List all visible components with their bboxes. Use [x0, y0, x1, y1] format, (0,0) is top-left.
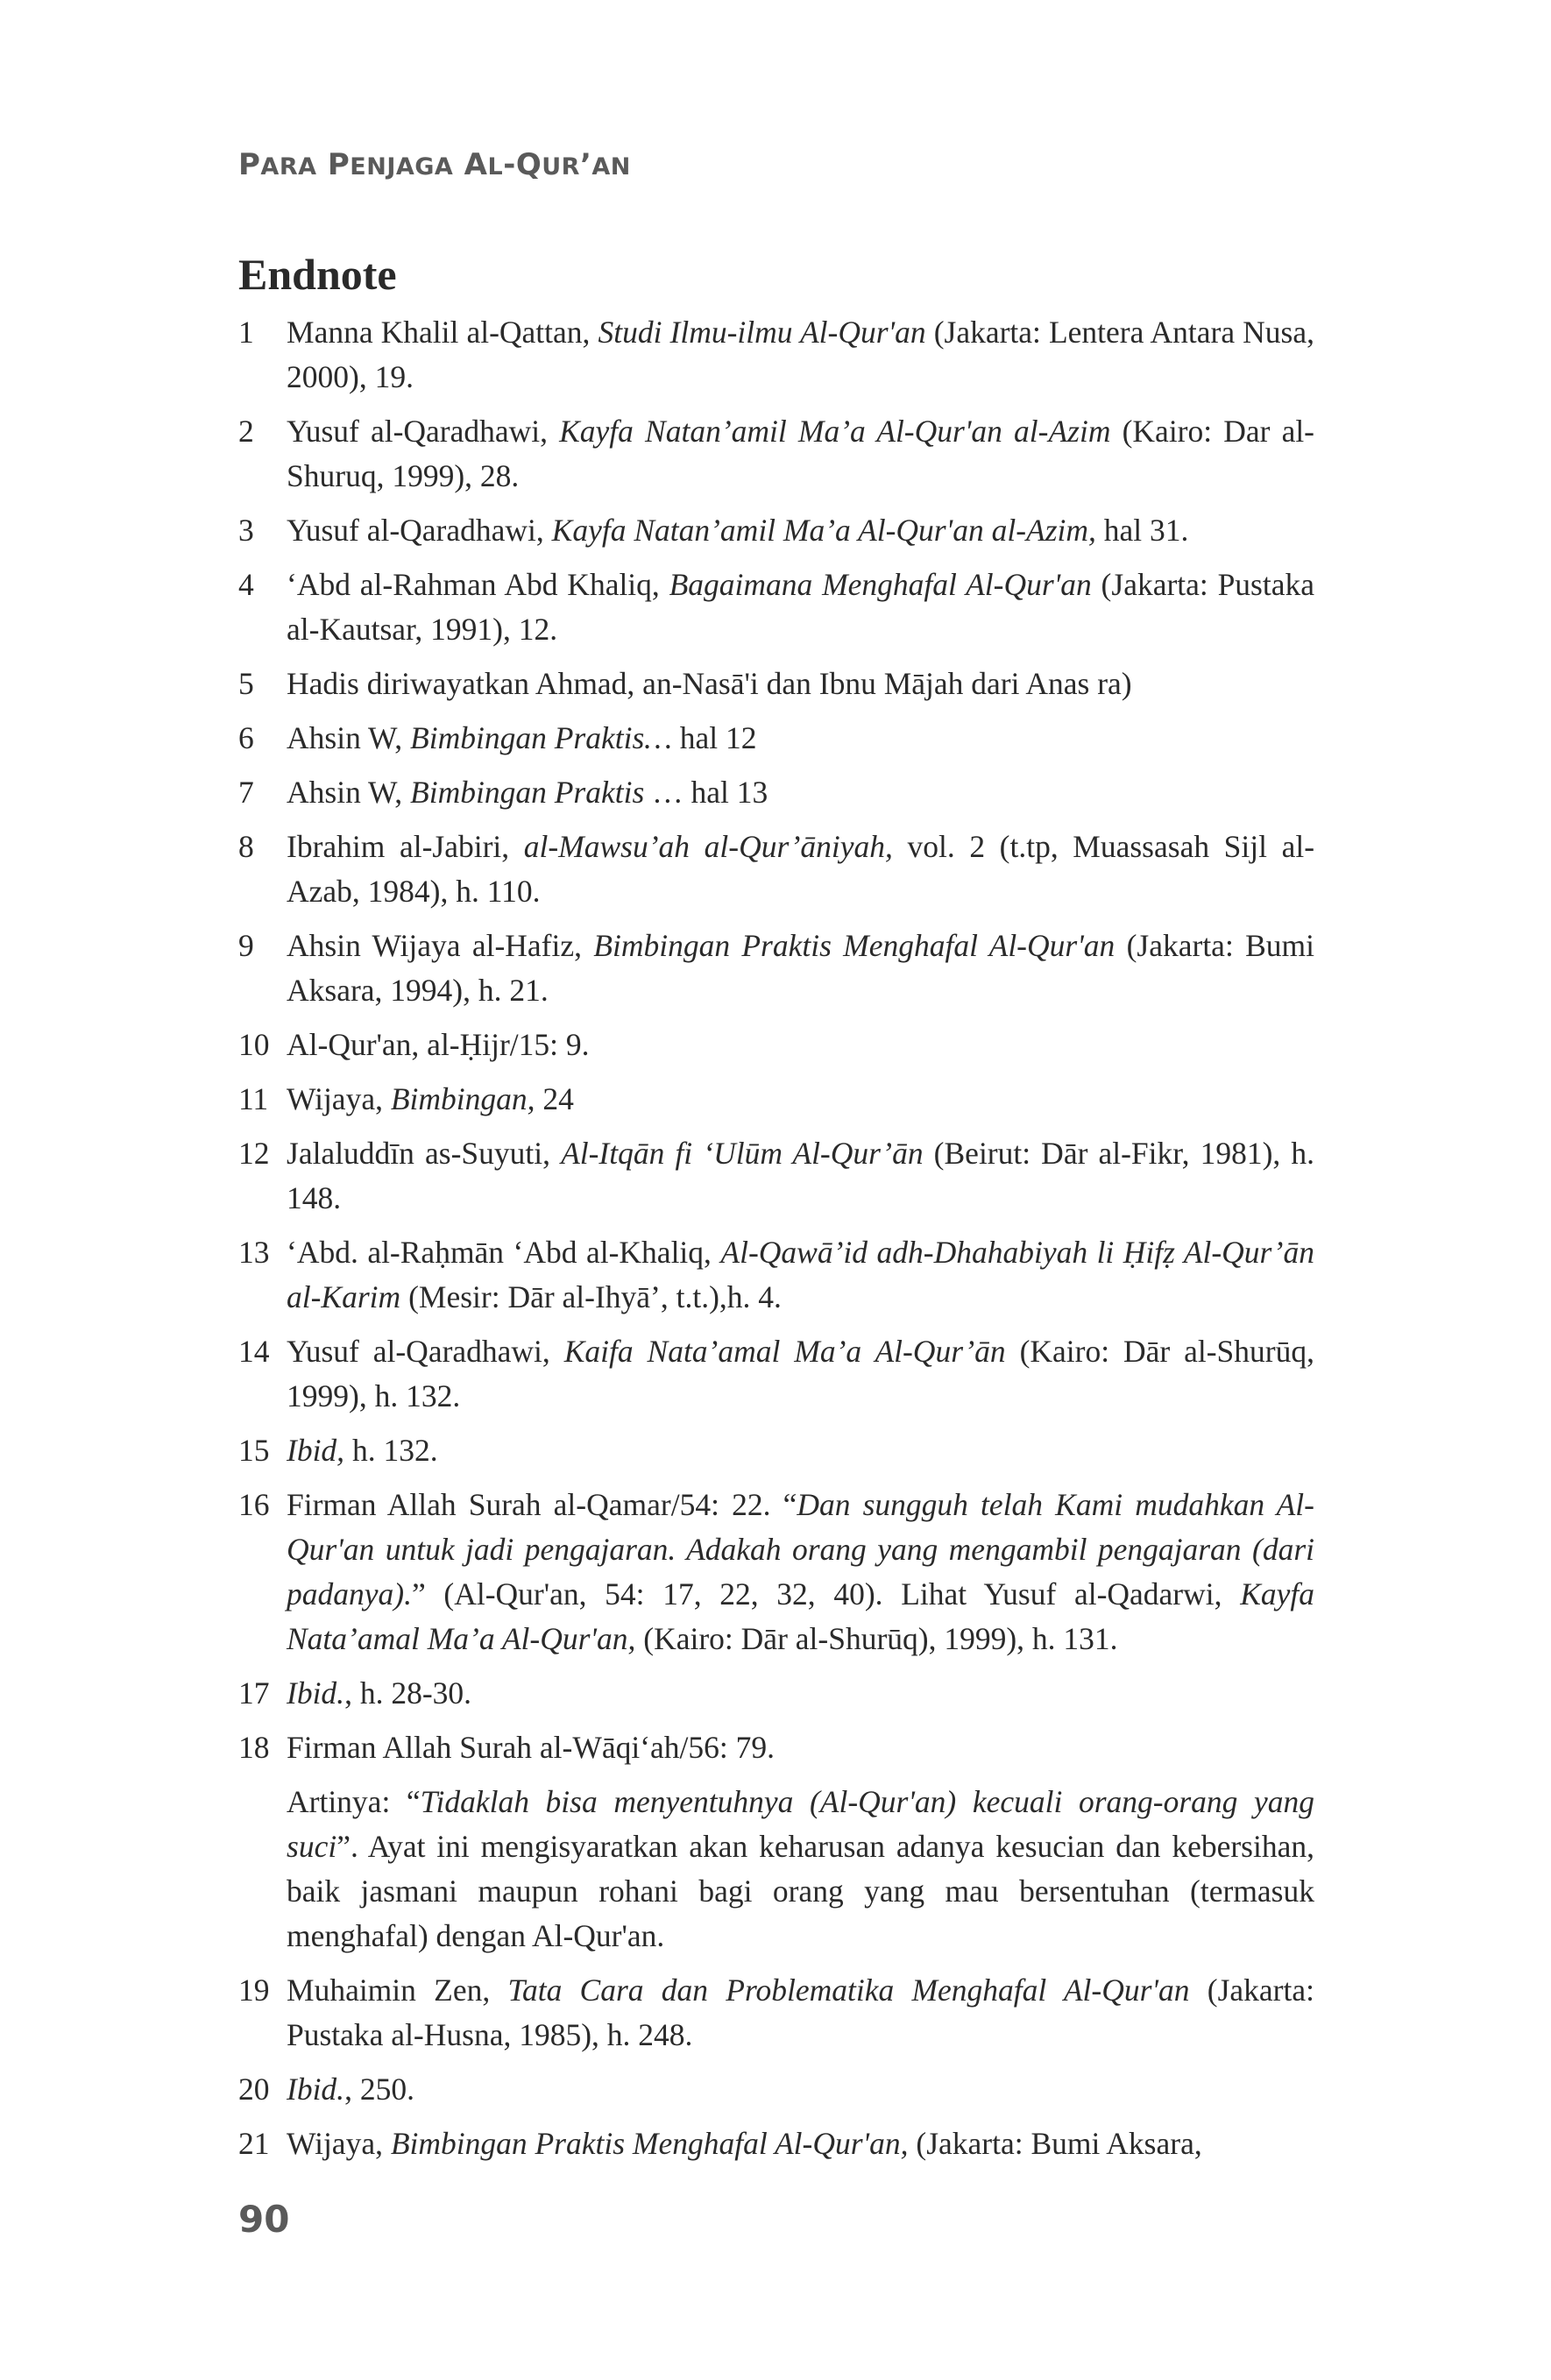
- note-italic-text: Kaifa Nata’amal Ma’a Al-Qur’ān: [563, 1334, 1006, 1369]
- header-title-part: P: [316, 147, 351, 182]
- endnote-item: [238, 409, 1314, 499]
- note-text: … hal 13: [644, 775, 768, 810]
- page-number: 90: [238, 2198, 290, 2241]
- endnote-number: 15: [238, 1433, 270, 1468]
- endnote-item: [238, 563, 1314, 652]
- note-italic-text: Ibid.: [287, 1675, 345, 1711]
- header-title-part: P: [238, 147, 261, 182]
- header-title-part: UR: [542, 153, 580, 181]
- endnote-text: [287, 2067, 1314, 2112]
- endnote-number: 3: [238, 513, 254, 548]
- endnote-number: 17: [238, 1675, 270, 1711]
- endnote-item: [238, 1023, 1314, 1067]
- endnote-item: [238, 770, 1314, 815]
- note-italic-text: Bimbingan,: [390, 1081, 535, 1116]
- note-text: Wijaya,: [287, 1081, 391, 1116]
- endnote-number: 7: [238, 775, 254, 810]
- endnote-number: 9: [238, 928, 254, 963]
- note-text: Ahsin Wijaya al-Hafiz,: [287, 928, 594, 963]
- note-text: (Beirut: Dār al-Fikr, 1981), h. 148.: [287, 1136, 1315, 1215]
- note-italic-text: Bimbingan Praktis Menghafal Al-Qur'an,: [390, 2126, 909, 2161]
- endnote-text: [287, 563, 1314, 652]
- section-title: Endnote: [238, 250, 397, 299]
- note-italic-text: Al-Itqān fi ‘Ulūm Al-Qur’ān: [561, 1136, 924, 1171]
- endnote-item: [238, 2067, 1314, 2112]
- header-title-part: L: [487, 153, 504, 181]
- note-text: Wijaya,: [287, 2126, 391, 2161]
- note-text: (Jakarta: Lentera Antara Nusa, 2000), 19.: [287, 315, 1314, 394]
- endnote-item: [238, 716, 1314, 761]
- note-text: (Jakarta: Pustaka al-Husna, 1985), h. 248.: [287, 1973, 1314, 2052]
- header-title-part: ’: [579, 147, 592, 182]
- note-text: Al-Qur'an, al-Ḥijr/15: 9.: [287, 1027, 590, 1062]
- endnote-text: [287, 1968, 1314, 2058]
- endnote-text: [287, 1725, 1314, 1959]
- note-text: hal 31.: [1095, 513, 1189, 548]
- endnote-text: [287, 1329, 1314, 1419]
- note-italic-text: Ibid,: [287, 1433, 345, 1468]
- endnote-text: [287, 825, 1314, 914]
- endnote-number: 16: [238, 1487, 270, 1522]
- note-italic-text: Kayfa Nata’amal Ma’a Al-Qur'an,: [287, 1576, 1314, 1656]
- note-text: (Jakarta: Bumi Aksara,: [908, 2126, 1202, 2161]
- endnote-number: 4: [238, 567, 254, 602]
- endnote-text: [287, 409, 1314, 499]
- note-text: 24: [535, 1081, 574, 1116]
- endnote-text: [287, 924, 1314, 1013]
- note-text: (Kairo: Dar al-Shuruq, 1999), 28.: [287, 414, 1315, 493]
- endnote-text: [287, 508, 1314, 553]
- header-title-part: ARA: [260, 153, 317, 181]
- note-italic-text: Ibid.: [287, 2072, 345, 2107]
- endnote-text: [287, 310, 1314, 400]
- note-text: Ahsin W,: [287, 775, 411, 810]
- note-text: ‘Abd al-Rahman Abd Khaliq,: [287, 567, 669, 602]
- note-text: (Mesir: Dār al-Ihyā’, t.t.),h. 4.: [400, 1279, 782, 1314]
- endnote-item: [238, 508, 1314, 553]
- endnote-text: [287, 770, 1314, 815]
- endnote-item: [238, 310, 1314, 400]
- note-text: Jalaluddīn as-Suyuti,: [287, 1136, 562, 1171]
- endnote-item: [238, 1725, 1314, 1959]
- note-text: , h. 28-30.: [344, 1675, 472, 1711]
- note-text: Manna Khalil al-Qattan,: [287, 315, 598, 350]
- endnote-number: 8: [238, 829, 254, 864]
- endnote-item: [238, 1968, 1314, 2058]
- note-text: ”. Ayat ini mengisyaratkan akan keharusan adanya kesucian dan kebersihan, baik jasmani maupun rohani bagi orang yang mau bersentuhan (termasuk menghafal) dengan Al-Qur'an.: [287, 1829, 1314, 1953]
- note-text: vol. 2 (t.tp, Muassasah Sijl al-Azab, 1984), h. 110.: [287, 829, 1315, 909]
- note-text: Hadis diriwayatkan Ahmad, an-Nasā'i dan Ibnu Mājah dari Anas ra): [287, 666, 1132, 701]
- endnote-item: [238, 1077, 1314, 1122]
- note-italic-text: Bimbingan Praktis: [410, 775, 645, 810]
- endnote-text: [287, 1671, 1314, 1716]
- header-title-part: -Q: [503, 147, 542, 182]
- endnote-text: [287, 1428, 1314, 1473]
- endnote-number: 6: [238, 720, 254, 755]
- note-text: Ahsin W,: [287, 720, 411, 755]
- note-text: Ibrahim al-Jabiri,: [287, 829, 524, 864]
- endnote-number: 21: [238, 2126, 270, 2161]
- note-italic-text: Kayfa Natan’amil Ma’a Al-Qur'an al-Azim,: [551, 513, 1096, 548]
- endnote-extra-paragraph: [287, 1780, 1314, 1959]
- endnote-item: [238, 1428, 1314, 1473]
- note-italic-text: Tata Cara dan Problematika Menghafal Al-Qur'an: [507, 1973, 1190, 2008]
- endnote-number: 11: [238, 1081, 269, 1116]
- note-text: ‘Abd. al-Raḥmān ‘Abd al-Khaliq,: [287, 1235, 721, 1270]
- endnote-number: 1: [238, 315, 254, 350]
- endnote-number: 20: [238, 2072, 270, 2107]
- note-italic-text: Bimbingan Praktis Menghafal Al-Qur'an: [593, 928, 1115, 963]
- note-text: h. 132.: [344, 1433, 438, 1468]
- note-italic-text: Bimbingan Praktis…: [410, 720, 672, 755]
- note-italic-text: Kayfa Natan’amil Ma’a Al-Qur'an al-Azim: [559, 414, 1111, 449]
- note-text: (Kairo: Dār al-Shurūq), 1999), h. 131.: [635, 1621, 1118, 1656]
- endnote-item: [238, 1230, 1314, 1320]
- endnote-number: 10: [238, 1027, 270, 1062]
- note-text: Yusuf al-Qaradhawi,: [287, 513, 552, 548]
- endnote-number: 2: [238, 414, 254, 449]
- endnote-text: [287, 716, 1314, 761]
- note-text: (Jakarta: Bumi Aksara, 1994), h. 21.: [287, 928, 1314, 1008]
- running-header: [238, 147, 631, 182]
- endnote-text: [287, 1077, 1314, 1122]
- note-italic-text: Dan sungguh telah Kami mudahkan Al-Qur'an untuk jadi pengajaran. Adakah orang yang mengambil pengajaran (dari padanya).: [287, 1487, 1314, 1611]
- note-text: Artinya: “: [287, 1784, 421, 1819]
- endnote-item: [238, 1329, 1314, 1419]
- endnote-item: [238, 1131, 1314, 1221]
- note-text: Firman Allah Surah al-Qamar/54: 22. “: [287, 1487, 797, 1522]
- endnote-item: [238, 825, 1314, 914]
- endnote-list: [238, 310, 1314, 2176]
- endnote-text: [287, 2121, 1314, 2166]
- note-text: hal 12: [671, 720, 757, 755]
- note-text: (Jakarta: Pustaka al-Kautsar, 1991), 12.: [287, 567, 1315, 647]
- endnote-number: 18: [238, 1730, 270, 1765]
- header-title-part: ENJAGA: [350, 153, 454, 181]
- endnote-text: [287, 1131, 1314, 1221]
- endnote-item: [238, 924, 1314, 1013]
- endnote-item: [238, 2121, 1314, 2166]
- note-text: Muhaimin Zen,: [287, 1973, 508, 2008]
- endnote-item: [238, 662, 1314, 706]
- endnote-text: [287, 1483, 1314, 1661]
- endnote-number: 5: [238, 666, 254, 701]
- endnote-number: 12: [238, 1136, 270, 1171]
- endnote-number: 19: [238, 1973, 270, 2008]
- note-italic-text: Al-Qawā’id adh-Dhahabiyah li Ḥifẓ Al-Qur’ān al-Karim: [287, 1235, 1314, 1314]
- header-title-part: AN: [591, 153, 631, 181]
- note-italic-text: Bagaimana Menghafal Al-Qur'an: [669, 567, 1092, 602]
- note-text: (Kairo: Dār al-Shurūq, 1999), h. 132.: [287, 1334, 1314, 1413]
- header-title-part: A: [453, 147, 488, 182]
- note-italic-text: al-Mawsu’ah al-Qur’āniyah,: [523, 829, 893, 864]
- endnote-item: [238, 1483, 1314, 1661]
- endnote-text: [287, 662, 1314, 706]
- note-italic-text: Studi Ilmu-ilmu Al-Qur'an: [598, 315, 926, 350]
- note-text: Yusuf al-Qaradhawi,: [287, 414, 560, 449]
- endnote-number: 14: [238, 1334, 270, 1369]
- note-text: , 250.: [344, 2072, 414, 2107]
- endnote-text: [287, 1230, 1314, 1320]
- endnote-item: [238, 1671, 1314, 1716]
- endnote-text: [287, 1023, 1314, 1067]
- endnote-number: 13: [238, 1235, 270, 1270]
- note-italic-text: Tidaklah bisa menyentuhnya (Al-Qur'an) kecuali orang-orang yang suci: [287, 1784, 1315, 1864]
- note-text: ” (Al-Qur'an, 54: 17, 22, 32, 40). Lihat Yusuf al-Qadarwi,: [411, 1576, 1241, 1611]
- note-text: Yusuf al-Qaradhawi,: [287, 1334, 564, 1369]
- note-text: Firman Allah Surah al-Wāqi‘ah/56: 79.: [287, 1730, 776, 1765]
